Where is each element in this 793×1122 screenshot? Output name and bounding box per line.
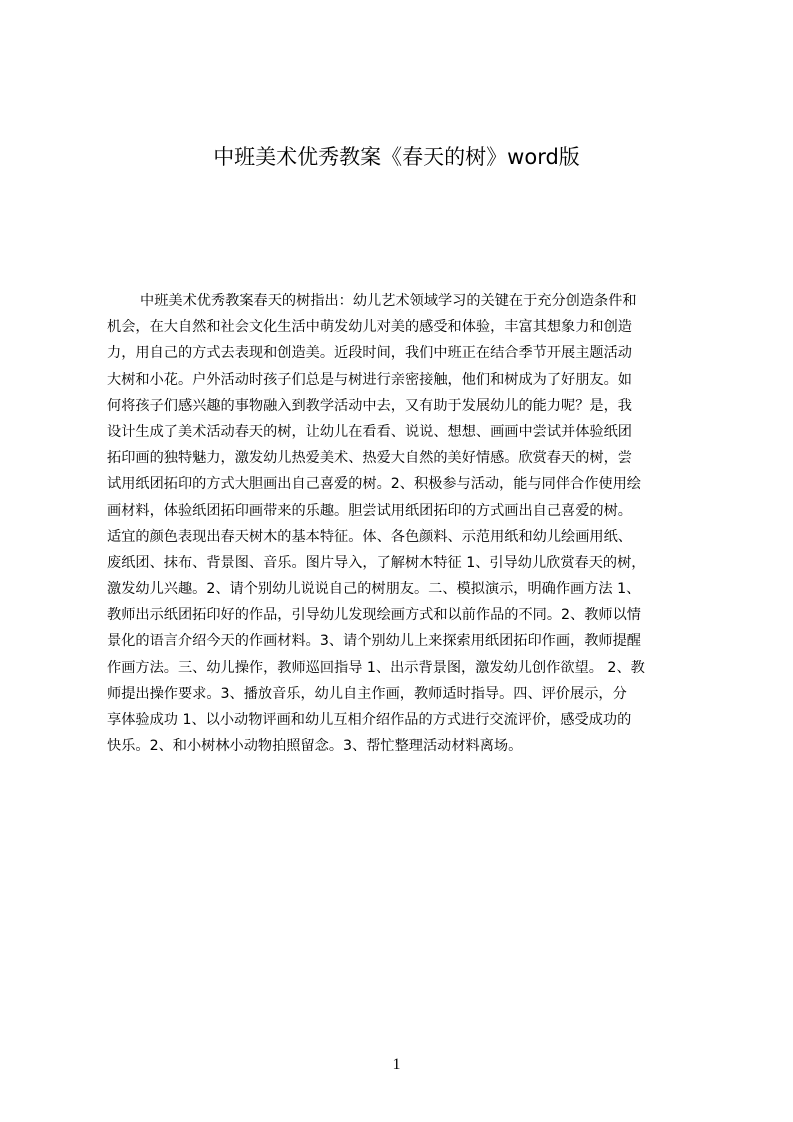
body-line: 景化的语言介绍今天的作画材料。3、请个别幼儿上来探索用纸团拓印作画，教师提醒 bbox=[107, 633, 641, 650]
body-line: 设计生成了美术活动春天的树，让幼儿在看看、说说、想想、画画中尝试并体验纸团 bbox=[107, 423, 632, 440]
body-line: 何将孩子们感兴趣的事物融入到教学活动中去，又有助于发展幼儿的能力呢？是，我 bbox=[107, 397, 632, 414]
body-line: 享体验成功 1、以小动物评画和幼儿互相介绍作品的方式进行交流评价，感受成功的 bbox=[107, 712, 632, 728]
body-line: 师提出操作要求。3、播放音乐，幼儿自主作画，教师适时指导。四、评价展示，分 bbox=[107, 685, 627, 702]
body-line: 力，用自己的方式去表现和创造美。近段时间，我们中班正在结合季节开展主题活动 bbox=[107, 345, 632, 362]
page-number: 1 bbox=[392, 1056, 401, 1073]
body-line: 教师出示纸团拓印好的作品，引导幼儿发现绘画方式和以前作品的不同。2、教师以情 bbox=[107, 607, 641, 624]
document-title: 中班美术优秀教案《春天的树》word版 bbox=[213, 145, 580, 169]
body-text bbox=[107, 288, 697, 759]
body-line: 画材料，体验纸团拓印画带来的乐趣。胆尝试用纸团拓印的方式画出自己喜爱的树。 bbox=[107, 502, 632, 519]
body-line: 拓印画的独特魅力，激发幼儿热爱美术、热爱大自然的美好情感。欣赏春天的树，尝 bbox=[107, 450, 632, 467]
body-line: 激发幼儿兴趣。2、请个别幼儿说说自己的树朋友。二、模拟演示，明确作画方法 1、 bbox=[107, 581, 641, 598]
body-line: 大树和小花。户外活动时孩子们总是与树进行亲密接触，他们和树成为了好朋友。如 bbox=[107, 371, 632, 388]
body-line: 中班美术优秀教案春天的树指出：幼儿艺术领域学习的关键在于充分创造条件和 bbox=[140, 293, 637, 309]
body-line: 作画方法。三、幼儿操作，教师巡回指导 1、出示背景图，激发幼儿创作欲望。 2、教 bbox=[107, 659, 645, 676]
body-line: 适宜的颜色表现出春天树木的基本特征。体、各色颜料、示范用纸和幼儿绘画用纸、 bbox=[107, 528, 632, 545]
body-line: 试用纸团拓印的方式大胆画出自己喜爱的树。2、积极参与活动，能与同伴合作使用绘 bbox=[107, 476, 641, 493]
body-line: 机会，在大自然和社会文化生活中萌发幼儿对美的感受和体验，丰富其想象力和创造 bbox=[107, 319, 632, 336]
body-line: 废纸团、抹布、背景图、音乐。图片导入，了解树木特征 1、引导幼儿欣赏春天的树， bbox=[107, 554, 646, 571]
body-line: 快乐。2、和小树林小动物拍照留念。3、帮忙整理活动材料离场。 bbox=[107, 738, 523, 755]
